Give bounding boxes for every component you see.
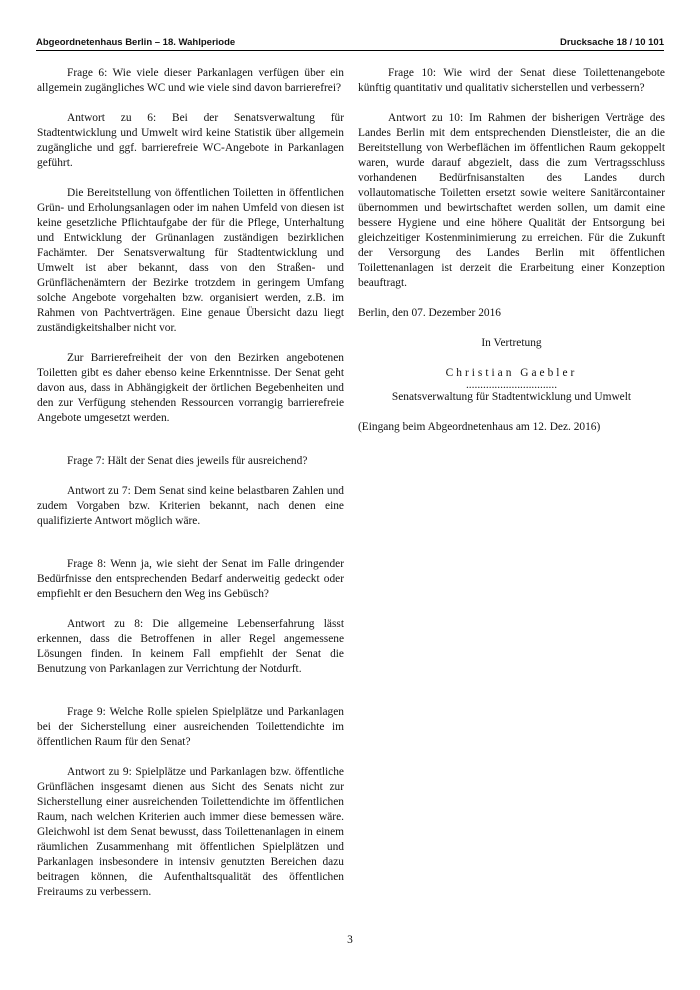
question-10: Frage 10: Wie wird der Senat diese Toilettenangebote künftig quantitativ und qualitativ sicherstellen und verbessern? bbox=[358, 67, 665, 94]
question-7: Frage 7: Hält der Senat dies jeweils für ausreichend? bbox=[67, 455, 308, 467]
answer-7: Antwort zu 7: Dem Senat sind keine belastbaren Zahlen und zudem Vorgaben bzw. Kriterien bekannt, nach denen eine qualifizierte Antwort möglich wäre. bbox=[37, 485, 344, 527]
question-8: Frage 8: Wenn ja, wie sieht der Senat im Falle dringender Bedürfnisse den entsprechenden Bedarf anderweitig gedeckt oder empfiehlt er den Besuchern den Weg ins Gebüsch? bbox=[37, 558, 344, 600]
right-column bbox=[358, 66, 665, 435]
answer-9: Antwort zu 9: Spielplätze und Parkanlagen bzw. öffentliche Grünflächen insgesamt dienen aus Sicht des Senats nicht zur Sicherstellung einer ausreichenden Toilettendichte im öffentlichen Raum, nach welchen Kriterien auch immer diese bemessen wäre. Gleichwohl ist dem Senat bewusst, dass Toilettenanlagen in einem räumlichen Zusammenhang mit öffentlichen Spielplätzen und Parkanlagen insbesondere in intensiv genutzten Bereichen dazu beitragen können, die Aufenthaltsqualität des öffentlichen Freiraums zu verbessern. bbox=[37, 766, 344, 898]
receipt-note: (Eingang beim Abgeordnetenhaus am 12. Dez. 2016) bbox=[358, 421, 601, 433]
signature-line: ................................ bbox=[465, 379, 558, 391]
page-number: 3 bbox=[347, 934, 353, 946]
answer-10: Antwort zu 10: Im Rahmen der bisherigen Verträge des Landes Berlin mit dem entsprechenden Dienstleister, die an die Bereitstellung von Werbeflächen im öffentlichen Raum gekoppelt waren, wurde darauf abgezielt, dass die zum Vertragsschluss vorhandenen Bedürfnisanstalten des Landes durch vollautomatische Toiletten ersetzt sowie weitere Sanitärcontainer übernommen und bewirtschaftet werden sollen, um damit eine bessere Hygiene und eine höhere Qualität der Entsorgung bei gleichzeitiger Kostenminimierung zu erreichen. Für die Zukunft der Versorgung des Landes Berlin mit öffentlichen Toilettenanlagen ist derzeit die Erarbeitung einer Konzeption beauftragt. bbox=[358, 112, 665, 289]
in-vertretung: In Vertretung bbox=[481, 337, 542, 349]
signature-date: Berlin, den 07. Dezember 2016 bbox=[358, 307, 501, 319]
answer-8: Antwort zu 8: Die allgemeine Lebenserfahrung lässt erkennen, dass die Betroffenen in aller Regel angemessene Lösungen finden. In keinem Fall empfiehlt der Senat die Benutzung von Parkanlagen zur Verrichtung der Notdurft. bbox=[37, 618, 344, 675]
header-right: Drucksache 18 / 10 101 bbox=[559, 37, 664, 48]
question-6: Frage 6: Wie viele dieser Parkanlagen verfügen über ein allgemein zugängliches WC und wie viele sind davon barrierefrei? bbox=[37, 67, 344, 94]
left-column bbox=[37, 66, 344, 900]
question-9: Frage 9: Welche Rolle spielen Spielplätze und Parkanlagen bei der Sicherstellung einer ausreichenden Toilettendichte im öffentlichen Raum für den Senat? bbox=[37, 706, 344, 748]
header-left: Abgeordnetenhaus Berlin – 18. Wahlperiode bbox=[36, 37, 236, 48]
answer-6-paragraph-2: Die Bereitstellung von öffentlichen Toiletten in öffentlichen Grün- und Erholungsanlagen oder im nahen Umfeld von diesen ist keine gesetzliche Pflichtaufgabe der für die Pflege, Unterhaltung und Entwicklung der Grünanlagen zuständigen bezirklichen Fachämter. Der Senatsverwaltung für Stadtentwicklung und Umwelt ist aber bekannt, dass von den Straßen- und Grünflächenämtern der Bezirke trotzdem in geringem Umfang solche Angebote vorgehalten bzw. organisiert werden, z.B. im Rahmen von Pachtverträgen. Eine genaue Übersicht dazu liegt zuständigkeitshalber nicht vor. bbox=[37, 187, 344, 334]
answer-6-paragraph-1: Antwort zu 6: Bei der Senatsverwaltung für Stadtentwicklung und Umwelt wird keine Statistik über allgemein zugängliche und ggf. barrierefreie WC-Angebote in Parkanlagen geführt. bbox=[37, 112, 344, 169]
signer-name: Christian Gaebler bbox=[445, 367, 578, 379]
answer-6-paragraph-3: Zur Barrierefreiheit der von den Bezirken angebotenen Toiletten gibt es daher ebenso keine Erkenntnisse. Der Senat geht davon aus, dass in Abhängigkeit der örtlichen Begebenheiten und den zur Verfügung stehenden Ressourcen vorrangig barrierefreie Angebote umgesetzt werden. bbox=[37, 352, 344, 424]
signer-department: Senatsverwaltung für Stadtentwicklung und Umwelt bbox=[391, 391, 632, 403]
page-header bbox=[36, 37, 664, 51]
